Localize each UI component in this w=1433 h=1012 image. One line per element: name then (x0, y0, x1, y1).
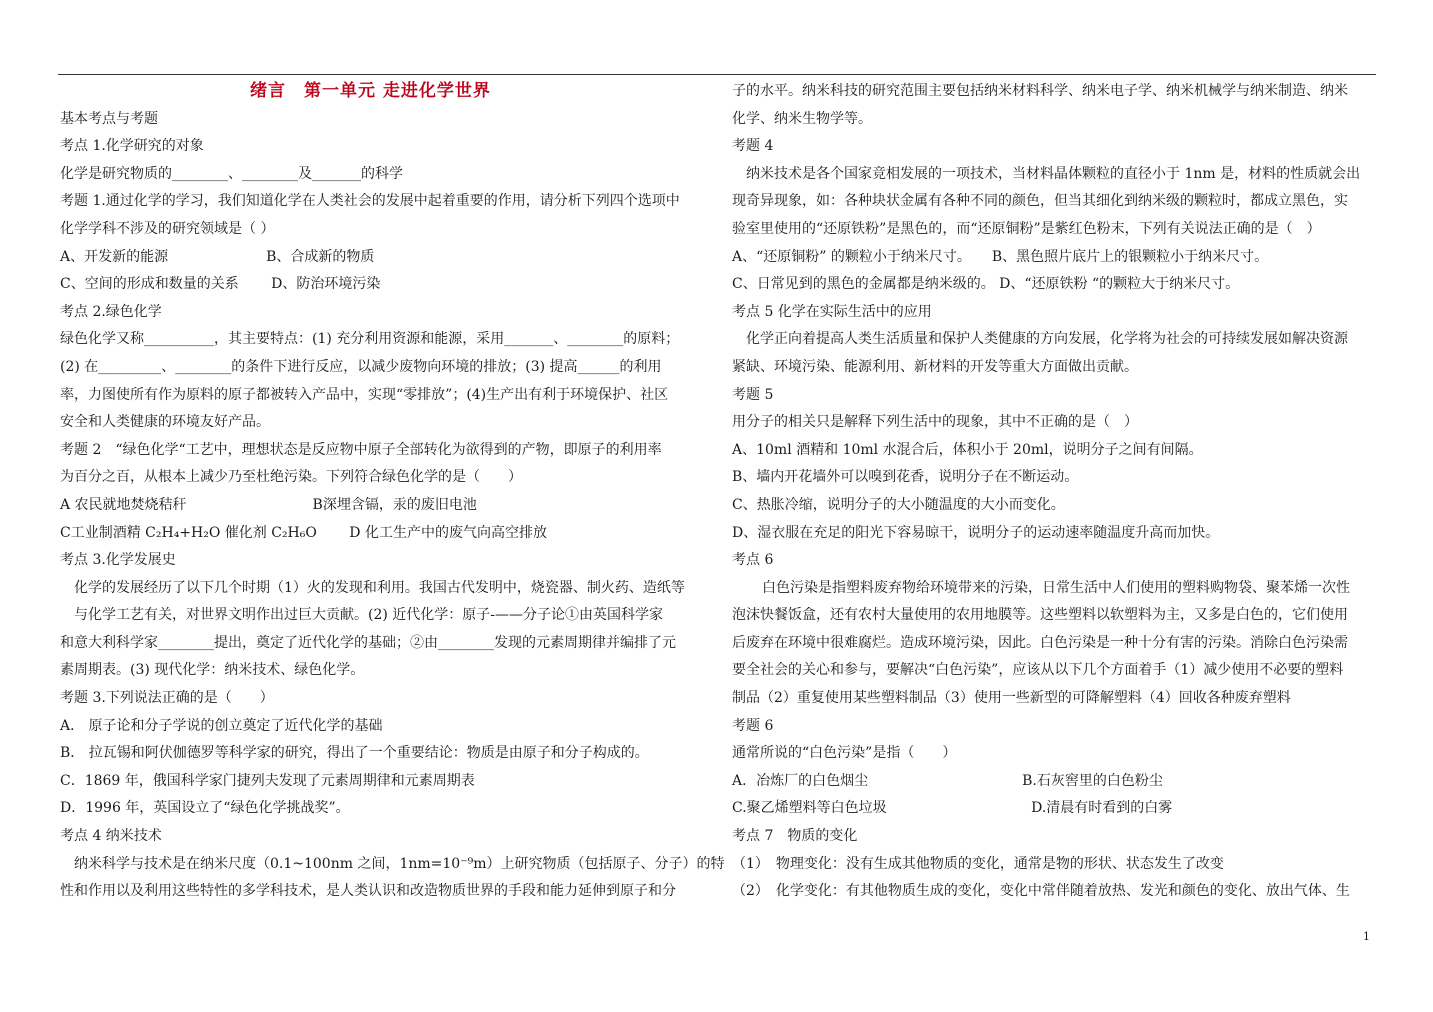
left-text-line: 素周期表。(3) 现代化学：纳米技术、绿色化学。 (60, 662, 365, 679)
left-text-line: 为百分之百，从根本上减少乃至杜绝污染。下列符合绿色化学的是（ ） (60, 469, 522, 486)
page-number: 1 (1363, 930, 1370, 943)
right-text-line: D、湿衣服在充足的阳光下容易晾干，说明分子的运动速率随温度升高而加快。 (732, 524, 1220, 541)
right-text-line: 考点 6 (732, 552, 774, 569)
left-text-line: 考题 2 “绿色化学“工艺中，理想状态是反应物中原子全部转化为欲得到的产物，即原子的利用率 (60, 441, 662, 458)
right-text-line: 考点 7 物质的变化 (732, 828, 858, 845)
right-text-line: A．冶炼厂的白色烟尘 B.石灰窖里的白色粉尘 (732, 772, 1163, 789)
left-text-line: 率，力图使所有作为原料的原子都被转入产品中，实现“零排放”；(4)生产出有利于环境保护、社区 (60, 386, 669, 403)
left-text-line: A 农民就地焚烧秸秆 B深埋含镉，汞的废旧电池 (60, 496, 477, 513)
left-text-line: A． 原子论和分子学说的创立奠定了近代化学的基础 (60, 717, 383, 734)
left-text-line: C、空间的形成和数量的关系 D、防治环境污染 (60, 276, 381, 293)
right-text-line: 考题 5 (732, 386, 774, 403)
right-text-line: C、热胀冷缩，说明分子的大小随温度的大小而变化。 (732, 496, 1065, 513)
right-text-line: 现奇异现象，如：各种块状金属有各种不同的颜色，但当其细化到纳米级的颗粒时，都成立黑色，实 (732, 193, 1348, 210)
right-text-line: （2） 化学变化：有其他物质生成的变化，变化中常伴随着放热、发光和颜色的变化、放出气体、生 (732, 883, 1350, 900)
right-text-line: B、墙内开花墙外可以嗅到花香，说明分子在不断运动。 (732, 469, 1079, 486)
left-text-line: 绿色化学又称__________，其主要特点：(1) 充分利用资源和能源，采用_______、________的原料； (60, 331, 680, 348)
left-text-line: 化学是研究物质的________、________及_______的科学 (60, 165, 403, 182)
right-text-line: 泡沫快餐饭盒，还有农村大量使用的农用地膜等。这些塑料以软塑料为主，又多是白色的，它们使用 (732, 607, 1348, 624)
right-text-line: 要全社会的关心和参与，要解决“白色污染”，应该从以下几个方面着手（1）减少使用不必要的塑料 (732, 662, 1344, 679)
left-text-line: 化学学科不涉及的研究领域是（ ） (60, 220, 275, 237)
right-text-line: （1） 物理变化：没有生成其他物质的变化，通常是物的形状、状态发生了改变 (732, 855, 1224, 872)
left-text-line: 与化学工艺有关，对世界文明作出过巨大贡献。(2) 近代化学：原子-——分子论①由英国科学家 (74, 607, 664, 624)
right-text-line: 用分子的相关只是解释下列生活中的现象，其中不正确的是（ ） (732, 414, 1138, 431)
left-text-line: 化学的发展经历了以下几个时期（1）火的发现和利用。我国古代发明中，烧瓷器、制火药、造纸等 (74, 579, 685, 596)
right-text-line: 纳米技术是各个国家竞相发展的一项技术，当材料晶体颗粒的直径小于 1nm 是，材料的性质就会出 (746, 165, 1361, 182)
left-text-line: D．1996 年，英国设立了“绿色化学挑战奖”。 (60, 800, 350, 817)
right-text-line: 白色污染是指塑料废弃物给环境带来的污染，日常生活中人们使用的塑料购物袋、聚苯烯一次性 (762, 579, 1350, 596)
left-text-line: C工业制酒精 C₂H₄+H₂O 催化剂 C₂H₆O D 化工生产中的废气向高空排放 (60, 524, 547, 541)
left-text-line: B． 拉瓦锡和阿伏伽德罗等科学家的研究，得出了一个重要结论：物质是由原子和分子构成的。 (60, 745, 649, 762)
right-text-line: C.聚乙烯塑料等白色垃圾 D.清晨有时看到的白雾 (732, 800, 1173, 817)
right-text-line: 验室里使用的“还原铁粉”是黑色的，而“还原铜粉”是紫红色粉末，下列有关说法正确的是（ ） (732, 220, 1321, 237)
left-text-line: 考点 3.化学发展史 (60, 552, 176, 569)
left-column (60, 78, 725, 906)
left-text-line: (2) 在_________、________的条件下进行反应，以减少废物向环境的排放；(3) 提高______的利用 (60, 358, 662, 375)
right-text-line: A、“还原铜粉” 的颗粒小于纳米尺寸。 B、黑色照片底片上的银颗粒小于纳米尺寸。 (732, 248, 1269, 265)
left-text-line: 性和作用以及利用这些特性的多学科技术，是人类认识和改造物质世界的手段和能力延伸到原子和分 (60, 883, 676, 900)
left-text-line: A、开发新的能源 B、合成新的物质 (60, 248, 375, 265)
left-text-line: 考点 2.绿色化学 (60, 303, 162, 320)
left-text-line: 考点 4 纳米技术 (60, 828, 162, 845)
left-text-line: 和意大利科学家________提出，奠定了近代化学的基础；②由________发现的元素周期律并编排了元 (60, 634, 676, 651)
left-text-line: 安全和人类健康的环境友好产品。 (60, 414, 270, 431)
right-text-line: 考点 5 化学在实际生活中的应用 (732, 303, 932, 320)
doc-title: 绪言 第一单元 走进化学世界 (250, 81, 491, 101)
left-text-line: C．1869 年，俄国科学家门捷列夫发现了元素周期律和元素周期表 (60, 772, 475, 789)
left-text-line: 基本考点与考题 (60, 110, 158, 127)
right-text-line: 化学、纳米生物学等。 (732, 110, 872, 127)
left-text-line: 纳米科学与技术是在纳米尺度（0.1~100nm 之间，1nm=10⁻⁹m）上研究物质（包括原子、分子）的特 (74, 855, 725, 872)
right-text-line: 化学正向着提高人类生活质量和保护人类健康的方向发展，化学将为社会的可持续发展如解决资源 (746, 331, 1348, 348)
right-text-line: 考题 4 (732, 138, 774, 155)
right-text-line: 子的水平。纳米科技的研究范围主要包括纳米材料科学、纳米电子学、纳米机械学与纳米制造、纳米 (732, 83, 1348, 99)
header-rule (58, 74, 1376, 75)
right-text-line: 紧缺、环境污染、能源利用、新材料的开发等重大方面做出贡献。 (732, 358, 1138, 375)
left-text-line: 考题 1.通过化学的学习，我们知道化学在人类社会的发展中起着重要的作用，请分析下列四个选项中 (60, 193, 680, 210)
right-text-line: 考题 6 (732, 717, 774, 734)
left-text-line: 考题 3.下列说法正确的是（ ） (60, 690, 274, 707)
right-text-line: 通常所说的“白色污染”是指（ ） (732, 745, 957, 762)
right-column (732, 78, 1377, 906)
right-text-line: C、日常见到的黑色的金属都是纳米级的。 D、“还原铁粉 “的颗粒大于纳米尺寸。 (732, 276, 1240, 293)
right-text-line: A、10ml 酒精和 10ml 水混合后，体积小于 20ml，说明分子之间有间隔。 (732, 441, 1203, 458)
right-text-line: 后废弃在环境中很难腐烂。造成环境污染，因此。白色污染是一种十分有害的污染。消除白色污染需 (732, 634, 1348, 651)
right-text-line: 制品（2）重复使用某些塑料制品（3）使用一些新型的可降解塑料（4）回收各种废弃塑料 (732, 690, 1291, 707)
left-text-line: 考点 1.化学研究的对象 (60, 138, 204, 155)
